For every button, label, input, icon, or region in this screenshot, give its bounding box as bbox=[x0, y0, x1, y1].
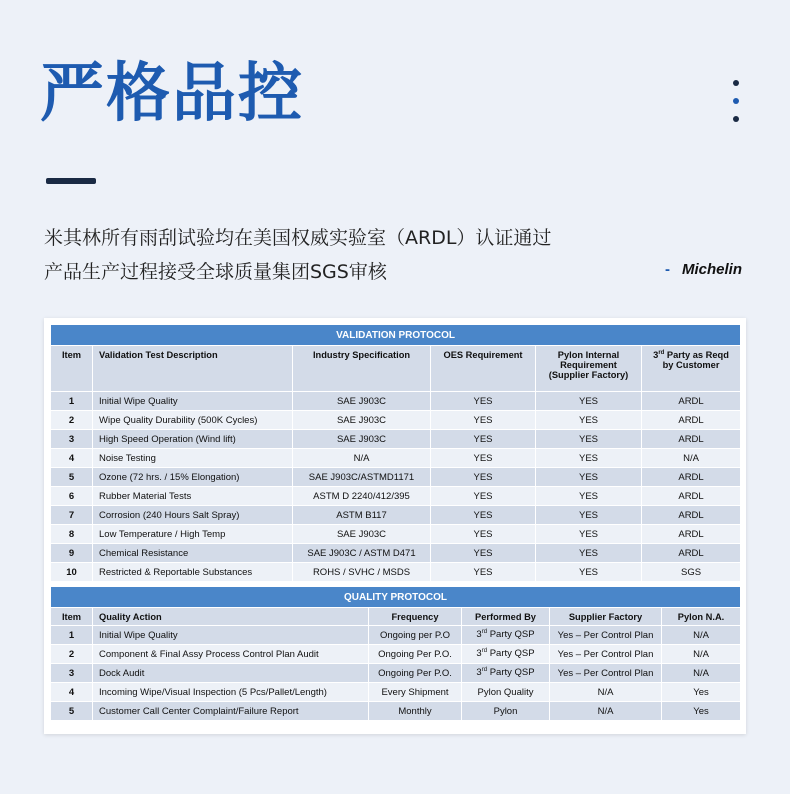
dot-icon bbox=[733, 116, 739, 122]
table-cell: 10 bbox=[51, 563, 93, 582]
validation-protocol-table bbox=[50, 324, 741, 582]
table-cell: 6 bbox=[51, 487, 93, 506]
table-cell: YES bbox=[536, 411, 642, 430]
table-cell: ARDL bbox=[642, 525, 741, 544]
dot-icon bbox=[733, 80, 739, 86]
table-cell: N/A bbox=[293, 449, 431, 468]
table-cell: YES bbox=[431, 468, 536, 487]
column-header: Performed By bbox=[462, 608, 550, 626]
table-cell: Chemical Resistance bbox=[93, 544, 293, 563]
table-cell: YES bbox=[536, 563, 642, 582]
table-cell: Monthly bbox=[369, 702, 462, 721]
brand-name: Michelin bbox=[681, 261, 742, 278]
brand-dash: - bbox=[664, 261, 670, 278]
column-header: Frequency bbox=[369, 608, 462, 626]
table-cell: 1 bbox=[51, 392, 93, 411]
table-cell: ARDL bbox=[642, 506, 741, 525]
table-cell: Customer Call Center Complaint/Failure Report bbox=[93, 702, 369, 721]
table-row bbox=[51, 664, 741, 683]
table-cell: High Speed Operation (Wind lift) bbox=[93, 430, 293, 449]
page-title: 严格品控 bbox=[40, 57, 304, 131]
table-cell: SAE J903C bbox=[293, 392, 431, 411]
table-cell: 5 bbox=[51, 468, 93, 487]
table-cell: YES bbox=[431, 449, 536, 468]
table-cell: YES bbox=[536, 430, 642, 449]
table-cell: YES bbox=[536, 525, 642, 544]
column-header: Item bbox=[51, 346, 93, 392]
table-cell: 2 bbox=[51, 411, 93, 430]
quality-title: QUALITY PROTOCOL bbox=[51, 587, 741, 608]
table-cell: Restricted & Reportable Substances bbox=[93, 563, 293, 582]
table-cell: ASTM B117 bbox=[293, 506, 431, 525]
table-cell: YES bbox=[431, 525, 536, 544]
table-cell: ARDL bbox=[642, 487, 741, 506]
column-header: Quality Action bbox=[93, 608, 369, 626]
table-cell: Initial Wipe Quality bbox=[93, 392, 293, 411]
table-cell: 2 bbox=[51, 645, 93, 664]
column-header: Pylon N.A. bbox=[662, 608, 741, 626]
table-cell: Ongoing Per P.O. bbox=[369, 664, 462, 683]
table-cell: YES bbox=[536, 468, 642, 487]
table-cell: 7 bbox=[51, 506, 93, 525]
description bbox=[44, 221, 551, 289]
table-cell: N/A bbox=[642, 449, 741, 468]
table-cell: SAE J903C/ASTMD1171 bbox=[293, 468, 431, 487]
table-cell: YES bbox=[431, 506, 536, 525]
table-cell: YES bbox=[431, 487, 536, 506]
table-cell: N/A bbox=[662, 645, 741, 664]
table-cell: ARDL bbox=[642, 411, 741, 430]
table-cell: 3 bbox=[51, 664, 93, 683]
table-cell: 3rd Party QSP bbox=[462, 626, 550, 645]
table-cell: Yes bbox=[662, 702, 741, 721]
table-cell: Noise Testing bbox=[93, 449, 293, 468]
table-cell: Yes – Per Control Plan bbox=[550, 664, 662, 683]
table-row bbox=[51, 506, 741, 525]
column-header: Industry Specification bbox=[293, 346, 431, 392]
table-cell: YES bbox=[431, 563, 536, 582]
dot-icon bbox=[733, 98, 739, 104]
table-cell: Initial Wipe Quality bbox=[93, 626, 369, 645]
table-cell: YES bbox=[431, 411, 536, 430]
column-header: Pylon Internal Requirement (Supplier Factory) bbox=[536, 346, 642, 392]
description-line-2: 产品生产过程接受全球质量集团SGS审核 bbox=[44, 261, 387, 283]
table-cell: Every Shipment bbox=[369, 683, 462, 702]
table-cell: ARDL bbox=[642, 392, 741, 411]
table-cell: Dock Audit bbox=[93, 664, 369, 683]
table-cell: YES bbox=[536, 449, 642, 468]
table-cell: YES bbox=[536, 544, 642, 563]
table-cell: SAE J903C / ASTM D471 bbox=[293, 544, 431, 563]
protocol-card bbox=[44, 318, 746, 734]
table-cell: ARDL bbox=[642, 544, 741, 563]
table-row bbox=[51, 626, 741, 645]
table-row bbox=[51, 487, 741, 506]
table-cell: SAE J903C bbox=[293, 430, 431, 449]
description-line-1: 米其林所有雨刮试验均在美国权威实验室（ARDL）认证通过 bbox=[44, 227, 552, 249]
column-header: OES Requirement bbox=[431, 346, 536, 392]
table-cell: 9 bbox=[51, 544, 93, 563]
brand-attribution bbox=[665, 261, 742, 278]
column-header: Item bbox=[51, 608, 93, 626]
table-cell: YES bbox=[536, 506, 642, 525]
table-cell: Rubber Material Tests bbox=[93, 487, 293, 506]
table-cell: SAE J903C bbox=[293, 411, 431, 430]
table-cell: Incoming Wipe/Visual Inspection (5 Pcs/Pallet/Length) bbox=[93, 683, 369, 702]
column-header: Validation Test Description bbox=[93, 346, 293, 392]
validation-title: VALIDATION PROTOCOL bbox=[51, 325, 741, 346]
table-cell: Ongoing Per P.O. bbox=[369, 645, 462, 664]
quality-protocol-table bbox=[50, 586, 741, 721]
accent-divider bbox=[46, 178, 96, 184]
table-row bbox=[51, 645, 741, 664]
table-cell: YES bbox=[536, 392, 642, 411]
table-cell: Yes – Per Control Plan bbox=[550, 626, 662, 645]
column-header: 3rd Party as Reqd by Customer bbox=[642, 346, 741, 392]
table-cell: Low Temperature / High Temp bbox=[93, 525, 293, 544]
table-cell: N/A bbox=[550, 683, 662, 702]
table-cell: Yes bbox=[662, 683, 741, 702]
table-cell: 4 bbox=[51, 449, 93, 468]
table-cell: Yes – Per Control Plan bbox=[550, 645, 662, 664]
table-cell: 1 bbox=[51, 626, 93, 645]
table-row bbox=[51, 525, 741, 544]
table-row bbox=[51, 468, 741, 487]
table-cell: N/A bbox=[662, 664, 741, 683]
table-cell: SGS bbox=[642, 563, 741, 582]
column-header: Supplier Factory bbox=[550, 608, 662, 626]
table-cell: N/A bbox=[662, 626, 741, 645]
table-cell: YES bbox=[431, 392, 536, 411]
table-cell: ARDL bbox=[642, 468, 741, 487]
table-cell: Ozone (72 hrs. / 15% Elongation) bbox=[93, 468, 293, 487]
table-cell: SAE J903C bbox=[293, 525, 431, 544]
table-row bbox=[51, 563, 741, 582]
table-cell: YES bbox=[431, 544, 536, 563]
table-cell: ASTM D 2240/412/395 bbox=[293, 487, 431, 506]
more-options-icon[interactable] bbox=[733, 80, 739, 134]
table-cell: Corrosion (240 Hours Salt Spray) bbox=[93, 506, 293, 525]
table-row bbox=[51, 411, 741, 430]
table-row bbox=[51, 430, 741, 449]
table-cell: Component & Final Assy Process Control Plan Audit bbox=[93, 645, 369, 664]
table-cell: Pylon Quality bbox=[462, 683, 550, 702]
table-cell: N/A bbox=[550, 702, 662, 721]
table-row bbox=[51, 683, 741, 702]
table-cell: 8 bbox=[51, 525, 93, 544]
table-cell: Wipe Quality Durability (500K Cycles) bbox=[93, 411, 293, 430]
table-cell: 3 bbox=[51, 430, 93, 449]
table-cell: 5 bbox=[51, 702, 93, 721]
table-cell: 3rd Party QSP bbox=[462, 664, 550, 683]
table-cell: Pylon bbox=[462, 702, 550, 721]
table-row bbox=[51, 449, 741, 468]
table-cell: ROHS / SVHC / MSDS bbox=[293, 563, 431, 582]
table-cell: Ongoing per P.O bbox=[369, 626, 462, 645]
table-cell: ARDL bbox=[642, 430, 741, 449]
table-row bbox=[51, 702, 741, 721]
table-cell: 4 bbox=[51, 683, 93, 702]
table-row bbox=[51, 544, 741, 563]
table-cell: YES bbox=[431, 430, 536, 449]
table-cell: YES bbox=[536, 487, 642, 506]
table-cell: 3rd Party QSP bbox=[462, 645, 550, 664]
table-row bbox=[51, 392, 741, 411]
